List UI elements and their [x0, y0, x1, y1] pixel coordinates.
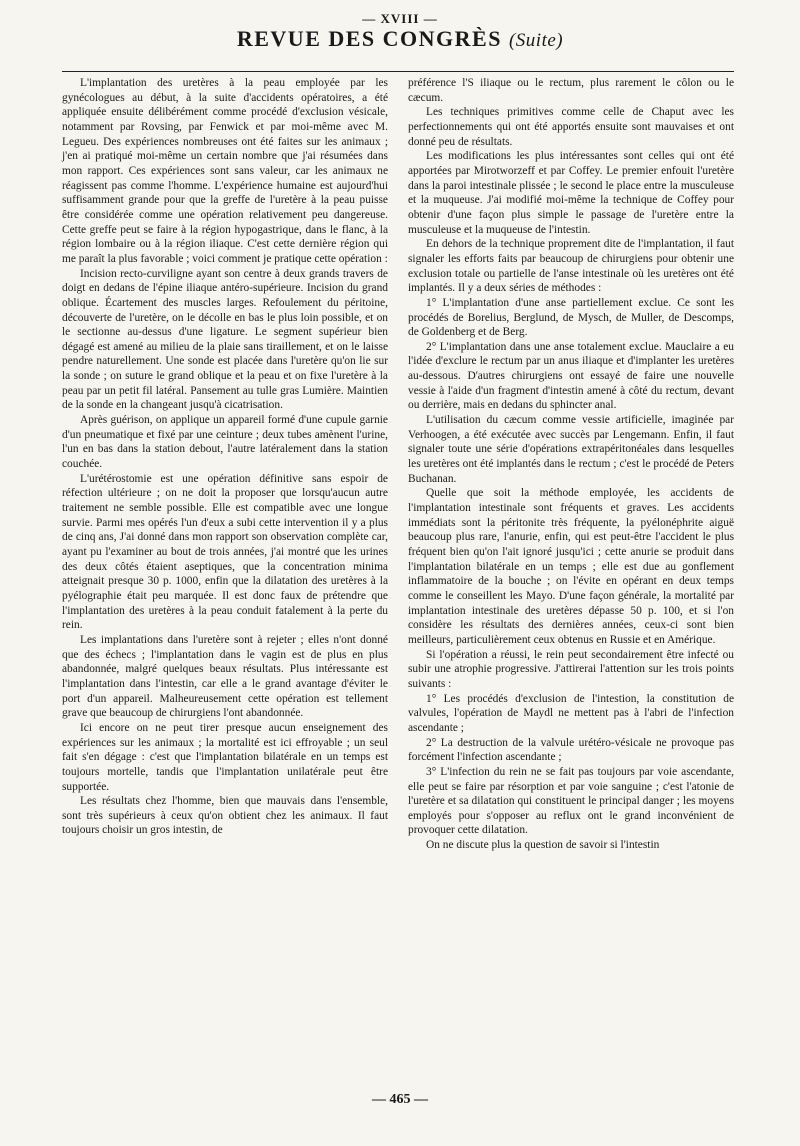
paragraph: Après guérison, on applique un appareil formé d'une cupule garnie d'un pneumatique et fixé par une ceinture ; deux tubes amènent l'urine, l'un en bas dans la station debout, l'autre latéralement dans la station couchée.: [62, 414, 388, 471]
page-number: — 465 —: [372, 1092, 428, 1107]
list-item: 2° L'implantation dans une anse totalement exclue. Mauclaire a eu l'idée d'exclure le rectum par un anus iliaque et d'implanter les uretères au-dessous. D'autres chirurgiens ont essayé de faire une nouvelle vessie à l'aide d'un fragment d'intestin amené à côté du rectum, devant ou derrière, mais en dedans du sphincter anal.: [408, 340, 734, 412]
paragraph: En dehors de la technique proprement dite de l'implantation, il faut signaler les efforts faits par beaucoup de chirurgiens pour obtenir une exclusion totale ou partielle de l'anse intestinale où les uretères ont été implantés. Il y a deux séries de méthodes :: [408, 238, 734, 295]
paragraph: Les techniques primitives comme celle de Chaput avec les perfectionnements qui ont été apportés ensuite sont mauvaises et ont donné peu de résultats.: [408, 106, 734, 148]
list-item: 1° Les procédés d'exclusion de l'intestion, la constitution de valvules, l'opération de Maydl ne mettent pas à l'abri de l'infection ascendante ;: [408, 692, 734, 734]
title-suffix: (Suite): [508, 30, 564, 51]
page-title: [0, 26, 800, 52]
title-rule: [62, 71, 734, 72]
paragraph: Si l'opération a réussi, le rein peut secondairement être infecté ou subir une atrophie progressive. J'attirerai l'attention sur les trois points suivants :: [408, 648, 734, 690]
list-item: 2° La destruction de la valvule urétéro-vésicale ne provoque pas forcément l'infection ascendante ;: [408, 736, 734, 764]
list-item: 3° L'infection du rein ne se fait pas toujours par voie ascendante, elle peut se faire par résorption et par voie sanguine ; c'est l'atonie de l'uretère et sa dilatation qui constituent le principal danger ; les moyens employés pour s'opposer au reflux ont le grand inconvénient de provoquer cette dilatation.: [408, 765, 734, 837]
page-roman-numeral: — XVIII —: [362, 11, 438, 26]
paragraph: L'urétérostomie est une opération définitive sans espoir de réfection ultérieure ; on ne doit la proposer que lorsqu'aucun autre traitement ne semble possible. Elle est compatible avec une longue survie. Parmi mes opérés l'un d'eux a subi cette intervention il y a plus de cinq ans, J'ai donné dans mon rapport son observation complète car, ayant pu l'examiner au bout de trois années, j'ai montré que les urines des deux côtés étaient aseptiques, que la concentration minima atteignait presque 30 p. 1000, enfin que la dilatation des uretères à la pyélographie était peu marquée. Il est donc faux de prétendre que l'implantation des uretères à la peau conduit fatalement à la perte du rein.: [62, 472, 388, 632]
paragraph: Incision recto-curviligne ayant son centre à deux grands travers de doigt en dedans de l'épine iliaque antéro-supérieure. Incision du grand oblique. Écartement des muscles larges. Refoulement du péritoine, découverte de l'uretère, on le décolle en bas le plus loin possible, et on le sectionne au-dessus d'une ligature. Le segment supérieur bien dégagé est amené au milieu de la plaie sans tiraillement, et on le laisse pendre naturellement. Une sonde est placée dans l'uretère qu'on lie sur la sonde ; on suture le grand oblique et la peau et on fixe l'uretère à la peau par un petit fil latéral. Pansement au tulle gras Lumière. Maintien de la sonde en la changeant jusqu'à cicatrisation.: [62, 267, 388, 412]
paragraph: On ne discute plus la question de savoir si l'intestin: [426, 839, 660, 852]
list-item: 1° L'implantation d'une anse partiellement exclue. Ce sont les procédés de Borelius, Berglund, de Mysch, de Muller, de Descomps, de Goldenberg et de Berg.: [408, 296, 734, 339]
paragraph: Les implantations dans l'uretère sont à rejeter ; elles n'ont donné que des échecs ; l'implantation dans le vagin est de plus en plus abandonnée, malgré quelques beaux résultats. Plus intéressante est l'implantation dans l'intestin, car elle a le grand avantage d'éviter le port d'un appareil. Malheureusement cette opération est tellement grave que beaucoup de chirurgiens l'ont abandonnée.: [62, 633, 388, 720]
title-main: REVUE DES CONGRÈS: [236, 26, 502, 51]
paragraph: Les résultats chez l'homme, bien que mauvais dans l'ensemble, sont très supérieurs à ceux qu'on obtient chez les animaux. Il faut toujours choisir un gros intestin, de: [62, 795, 388, 837]
paragraph: Ici encore on ne peut tirer presque aucun enseignement des expériences sur les animaux ; la mortalité est ici effroyable ; un seul fait s'en dégage : c'est que l'implantation bilatérale en un temps est toujours mortelle, tandis que l'implantation unilatérale peut être supportée.: [62, 721, 388, 793]
paragraph: Les modifications les plus intéressantes sont celles qui ont été apportées par Mirotworzeff et par Coffey. Le premier enfouit l'uretère dans la paroi intestinale plissée ; le second le place entre la musculeuse et la muqueuse. J'ai modifié moi-même la technique de Coffey pour obtenir d'une façon plus simple le passage de l'uretère entre la musculeuse et la muqueuse de l'intestin.: [408, 150, 734, 236]
left-column: [62, 76, 388, 838]
right-column: [408, 76, 734, 853]
paragraph: Quelle que soit la méthode employée, les accidents de l'implantation intestinale sont fréquents et graves. Les accidents immédiats sont la péritonite très fréquente, la pyélonéphrite aiguë beaucoup plus rare, l'anurie, enfin, qui est peut-être l'accident le plus fréquent bien qu'on l'ait ignoré jusqu'ici ; cette anurie se produit dans l'implantation bilatérale en un temps ; elle est due au gonflement inflammatoire de la bouche ; on l'évite en opérant en deux temps comme le conseillent les Mayo. D'une façon générale, la mortalité par implantation intestinale des uretères dépasse 50 p. 100, et si l'on considère les résultats des dernières années, ceux-ci sont bien meilleurs, particulièrement ceux obtenus en Russie et en Amérique.: [408, 487, 734, 646]
paragraph: L'implantation des uretères à la peau employée par les gynécologues au début, à la suite d'accidents opératoires, a été appliquée ensuite délibérément comme procédé d'exclusion vésicale, notamment par Rovsing, par Fenwick et par moi-même avec M. Legueu. Des expériences nombreuses ont été faites sur les animaux ; j'en ai pratiqué moi-même un certain nombre que j'ai résumées dans mon rapport. Ces expériences sont sans valeur, car les animaux ne réagissent pas comme l'homme. L'expérience humaine est aujourd'hui suffisamment grande pour que la greffe de l'uretère à la peau puisse être considérée comme une opération relativement peu dangereuse. Cette greffe peut se faire à la région hypogastrique, dans le flanc, à la région lombaire ou à la région iliaque. C'est cette dernière région qui me paraît la plus favorable ; voici comment je pratique cette opération :: [62, 77, 388, 265]
paragraph: préférence l'S iliaque ou le rectum, plus rarement le côlon ou le cæcum.: [408, 77, 734, 104]
paragraph: L'utilisation du cæcum comme vessie artificielle, imaginée par Verhoogen, a été exécutée avec succès par Lengemann. Enfin, il faut signaler toute une série d'opérations extrapéritonéales dans lesquelles les uretères ont été implantés dans le rectum ; c'est le procédé de Peters Buchanan.: [408, 414, 734, 485]
